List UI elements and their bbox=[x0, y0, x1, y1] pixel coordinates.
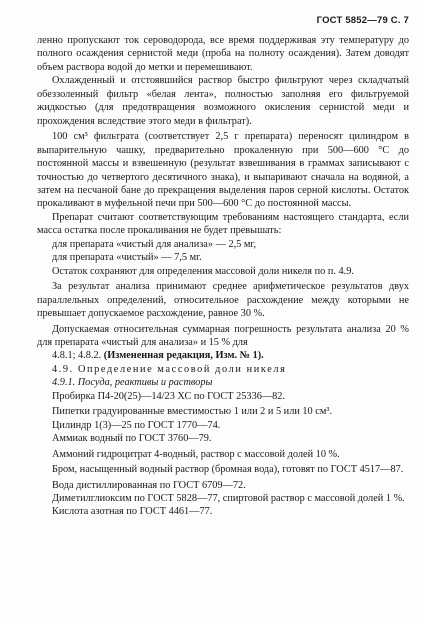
limit-pure-grade: для препарата «чистый» — 7,5 мг. bbox=[52, 252, 202, 264]
item-ammonium-hydrocitrate: Аммоний гидроцитрат 4-водный, раствор с массовой долей 10 %. bbox=[52, 448, 340, 460]
paragraph-filtration: Охлажденный и отстоявшийся раствор быстро фильтруют через складчатый обеззоленный фильтр «белая лента», полностью заполняя его фильтруемой жидкостью (для предотвращения возможного окисления сернистой меди и прохождения вследствие этого меди в фильтрат). bbox=[37, 75, 409, 127]
paragraph-evaporation: 100 см³ фильтрата (соответствует 2,5 г препарата) переносят цилиндром в выпарительную чашку, предварительно прокаленную при 500—600 °С до постоянной массы и взвешенную (результат взвешивания в граммах записывают с точностью до четвертого десятичного знака), и выпаривают сначала на водяной, а затем на песчаной бане до прекращения выделения паров серной кислоты. Остаток прокаливают в муфельной печи при 500—600 °С до постоянной массы. bbox=[37, 131, 409, 210]
section-heading-nickel: 4.9. Определение массовой доли никеля bbox=[52, 363, 287, 375]
limit-analytical-grade: для препарата «чистый для анализа» — 2,5 мг, bbox=[52, 238, 257, 250]
item-dimethylglyoxime: Диметилглиоксим по ГОСТ 5828—77, спиртовой раствор с массовой долей 1 %. bbox=[52, 492, 405, 504]
item-pipettes: Пипетки градуированные вместимостью 1 или 2 и 5 или 10 см³. bbox=[52, 406, 333, 418]
paragraph-h2s-precipitation: ленно пропускают ток сероводорода, все время поддерживая эту температуру до полного осаждения сернистой меди (проба на полноту осаждения). Затем доводят объем раствора водой до метки и перемешивают. bbox=[37, 35, 409, 73]
page-header: ГОСТ 5852—79 С. 7 bbox=[316, 15, 409, 26]
item-ammonia: Аммиак водный по ГОСТ 3760—79. bbox=[52, 433, 212, 445]
paragraph-result-definition: За результат анализа принимают среднее арифметическое результатов двух параллельных определений, относительное расхождение между которыми не превышает допускаемое расхождение, равное 30 %. bbox=[37, 281, 409, 320]
paragraph-permissible-error: Допускаемая относительная суммарная погрешность результата анализа 20 % для препарата «чистый для анализа» и 15 % для bbox=[37, 323, 409, 348]
subsection-heading-equipment: 4.9.1. Посуда, реактивы и растворы bbox=[52, 377, 213, 389]
item-cylinder: Цилиндр 1(3)—25 по ГОСТ 1770—74. bbox=[52, 419, 221, 431]
item-distilled-water: Вода дистиллированная по ГОСТ 6709—72. bbox=[52, 479, 246, 491]
revision-note: (Измененная редакция, Изм. № 1). bbox=[103, 350, 264, 362]
paragraph-revision-note bbox=[37, 349, 409, 362]
paragraph-residue-storage: Остаток сохраняют для определения массовой доли никеля по п. 4.9. bbox=[52, 265, 354, 277]
paragraph-acceptance-criteria: Препарат считают соответствующим требованиям настоящего стандарта, если масса остатка после прокаливания не будет превышать: bbox=[37, 211, 409, 237]
document-body bbox=[37, 34, 409, 519]
item-test-tube: Пробирка П4-20(25)—14/23 ХС по ГОСТ 25336—82. bbox=[52, 390, 286, 402]
item-nitric-acid: Кислота азотная по ГОСТ 4461—77. bbox=[52, 506, 213, 518]
item-bromine-water: Бром, насыщенный водный раствор (бромная вода), готовят по ГОСТ 4517—87. bbox=[52, 464, 404, 476]
clause-reference: 4.8.1; 4.8.2. bbox=[52, 350, 102, 362]
